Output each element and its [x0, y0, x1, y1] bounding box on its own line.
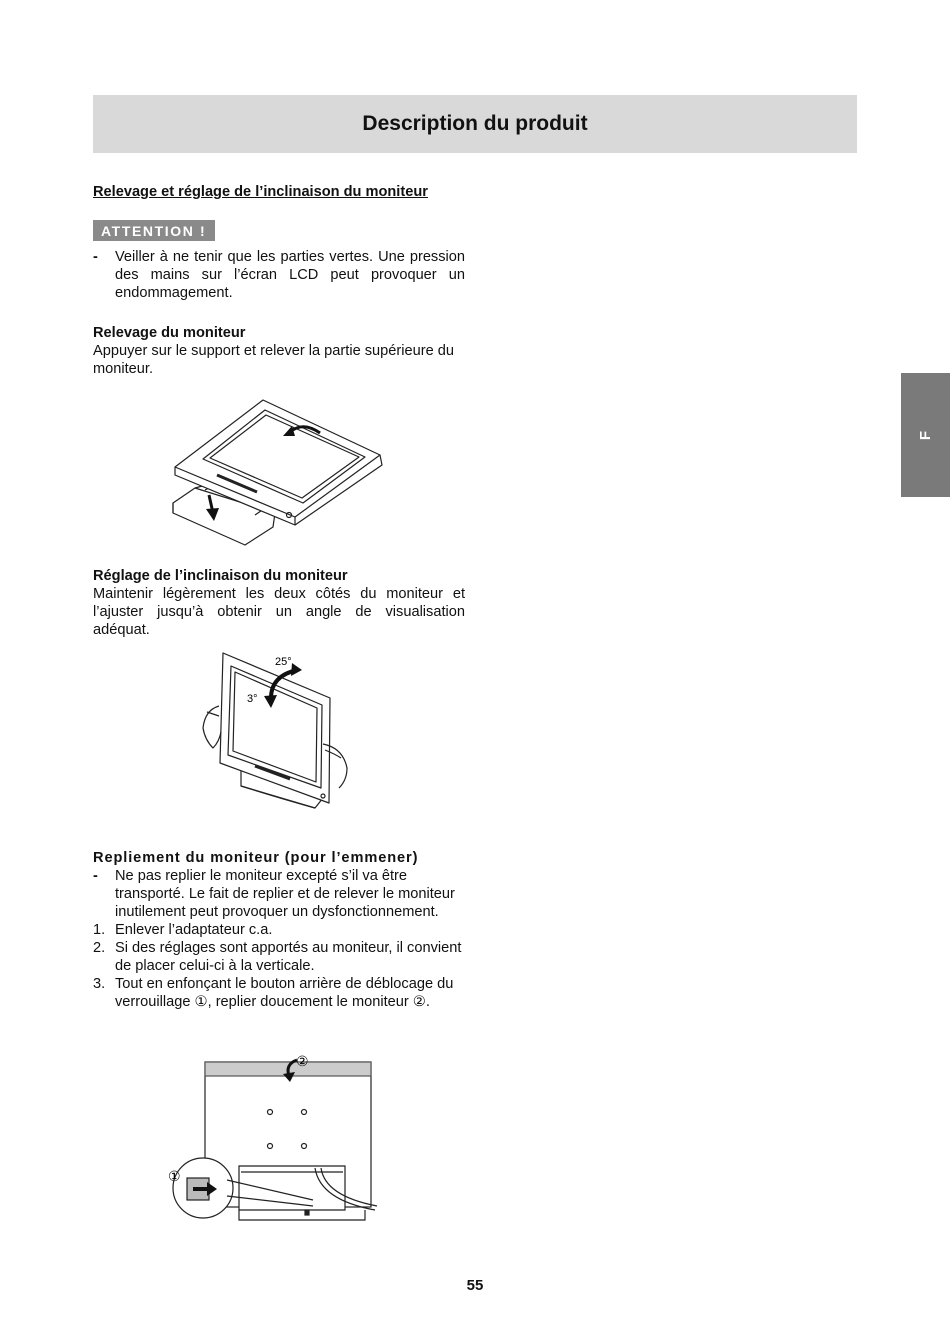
tilt-block: [93, 567, 465, 639]
step-number: 1.: [93, 922, 106, 938]
tilt-monitor-illustration: [195, 648, 360, 818]
page-title-bar: [93, 95, 857, 153]
page-title: Description du produit: [362, 112, 588, 135]
fold-monitor-illustration: [165, 1050, 380, 1225]
folding-block: [93, 849, 465, 1011]
raising-title: Relevage du moniteur: [93, 325, 246, 341]
folding-bullet: [93, 867, 465, 921]
tilt-title: Réglage de l’inclinaison du moniteur: [93, 568, 348, 584]
language-tab-label: F: [916, 430, 934, 440]
step-text: Enlever l’adaptateur c.a.: [115, 922, 273, 938]
callout-1: ①: [168, 1168, 181, 1184]
step-text: Tout en enfonçant le bouton arrière de déblocage du verrouillage ①, replier doucement le moniteur ②.: [115, 976, 454, 1010]
angle-up-label: 25°: [275, 656, 292, 668]
folding-title: Repliement du moniteur (pour l’emmener): [93, 850, 419, 866]
step-text: Si des réglages sont apportés au moniteur, il convient de placer celui-ci à la verticale.: [115, 940, 462, 974]
raising-block: [93, 324, 465, 378]
callout-2: ②: [296, 1053, 309, 1069]
page-number: 55: [466, 1277, 484, 1294]
attention-bullet: [93, 248, 465, 302]
attention-badge: ATTENTION !: [93, 220, 215, 241]
list-item: [93, 921, 465, 939]
bullet-marker: -: [93, 868, 98, 884]
raise-monitor-illustration: [165, 395, 390, 550]
list-item: [93, 939, 465, 975]
tilt-text: Maintenir légèrement les deux côtés du moniteur et l’ajuster jusqu’à obtenir un angle de visualisation adéquat.: [93, 586, 465, 638]
list-item: [93, 975, 465, 1011]
raising-text: Appuyer sur le support et relever la partie supérieure du moniteur.: [93, 343, 454, 377]
intro-block: [93, 183, 465, 302]
step-number: 3.: [93, 976, 106, 992]
angle-down-label: 3°: [247, 693, 258, 705]
section-title: Relevage et réglage de l’inclinaison du moniteur: [93, 184, 428, 200]
folding-bullet-text: Ne pas replier le moniteur excepté s’il va être transporté. Le fait de replier et de relever le moniteur inutilement peut provoquer un dysfonctionnement.: [115, 868, 455, 920]
step-number: 2.: [93, 940, 106, 956]
language-tab: [901, 373, 950, 497]
bullet-marker: -: [93, 249, 98, 265]
attention-text: Veiller à ne tenir que les parties vertes. Une pression des mains sur l’écran LCD peut provoquer un endommagement.: [115, 249, 465, 301]
